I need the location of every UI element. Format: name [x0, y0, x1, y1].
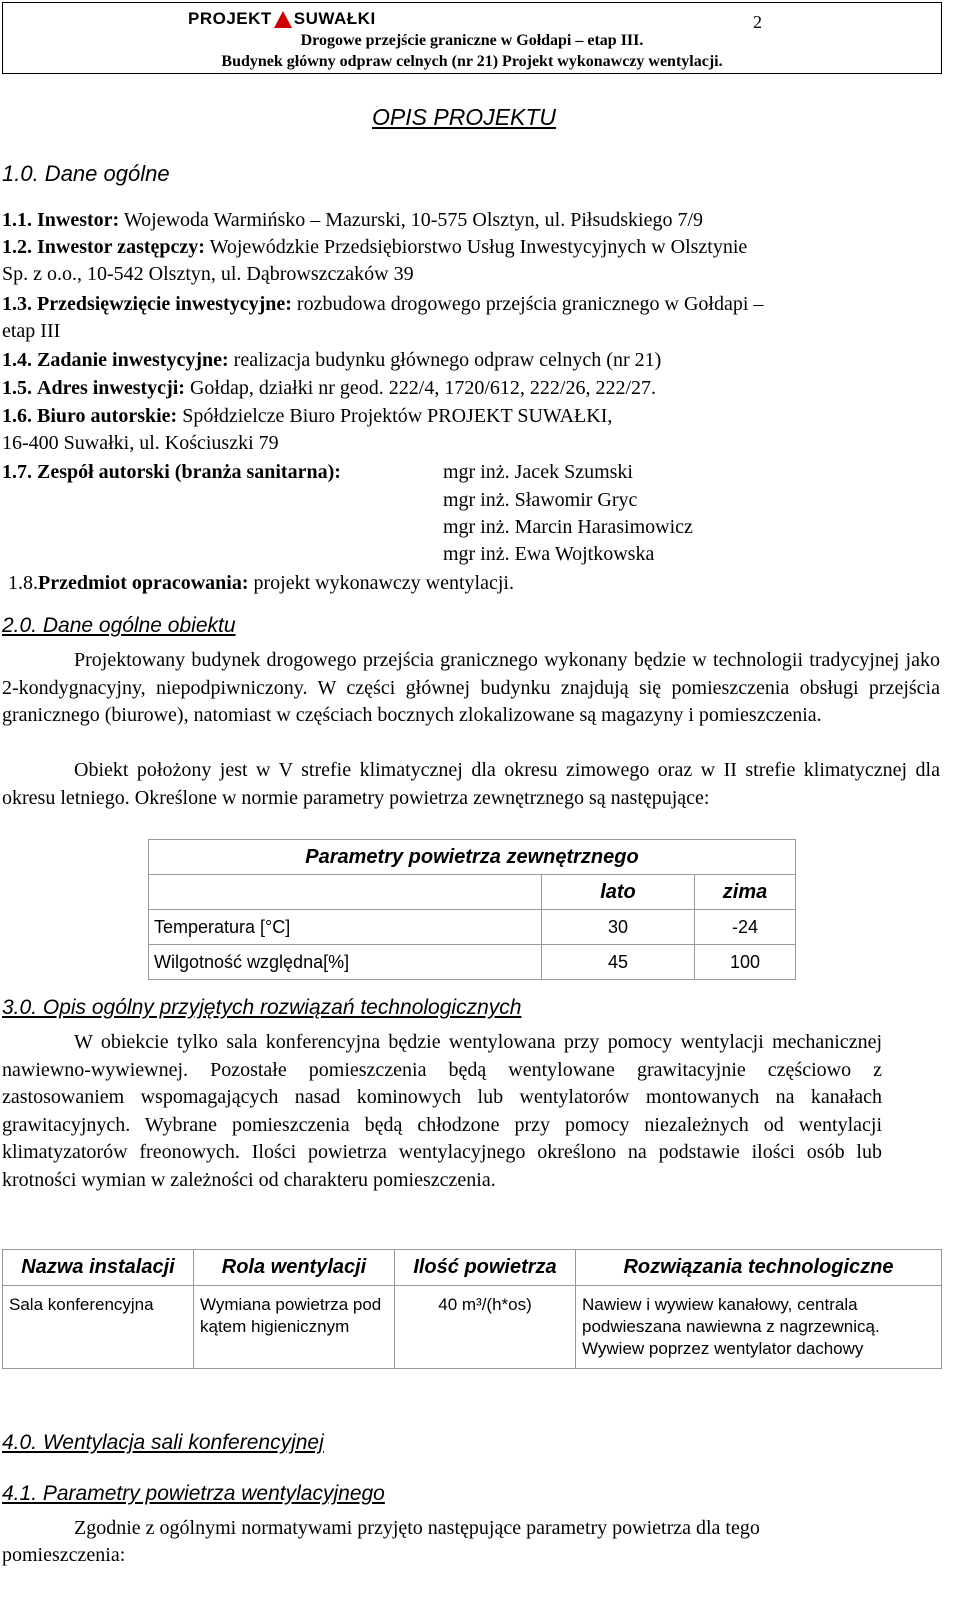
item-1-8: 1.8.Przedmiot opracowania: projekt wykonawczy wentylacji.	[8, 572, 514, 594]
column-header-summer: lato	[542, 875, 695, 910]
item-1-3-cont: etap III	[2, 320, 61, 342]
item-1-7: 1.7. Zespół autorski (branża sanitarna):	[2, 461, 341, 483]
section-3-heading: 3.0. Opis ogólny przyjętych rozwiązań technologicznych	[2, 996, 522, 1019]
team-member: mgr inż. Ewa Wojtkowska	[443, 543, 655, 565]
section-1-heading: 1.0. Dane ogólne	[2, 161, 170, 186]
item-1-6: 1.6. Biuro autorskie: Spółdzielcze Biuro Projektów PROJEKT SUWAŁKI,	[2, 405, 613, 427]
item-1-3: 1.3. Przedsięwzięcie inwestycyjne: rozbudowa drogowego przejścia granicznego w Gołdapi –	[2, 293, 764, 315]
logo-triangle-icon	[274, 11, 292, 28]
section-2-heading: 2.0. Dane ogólne obiektu	[2, 614, 236, 637]
summer-value: 30	[542, 910, 695, 945]
table-row	[149, 910, 796, 945]
item-1-6-cont: 16-400 Suwałki, ul. Kościuszki 79	[2, 432, 279, 454]
table-row	[3, 1286, 942, 1369]
column-header-winter: zima	[695, 875, 796, 910]
header-project-line: Drogowe przejście graniczne w Gołdapi – etap III.	[300, 32, 644, 49]
row-label: Wilgotność względna[%]	[149, 945, 542, 980]
table-row	[149, 945, 796, 980]
section-2-paragraph-1: Projektowany budynek drogowego przejścia granicznego wykonany będzie w technologii tradycyjnej jako 2-kondygnacyjny, niepodpiwniczony. W części głównej budynku znajdują się pomieszczenia obsługi przejścia granicznego (biurowe), natomiast w częściach bocznych zlokalizowane są magazyny i pomieszczenia.	[2, 649, 940, 727]
item-1-4: 1.4. Zadanie inwestycyjne: realizacja budynku głównego odpraw celnych (nr 21)	[2, 349, 662, 371]
item-1-5: 1.5. Adres inwestycji: Gołdap, działki nr geod. 222/4, 1720/612, 222/26, 222/27.	[2, 377, 657, 399]
outdoor-air-parameters-table	[148, 839, 796, 980]
air-amount: 40 m³/(h*os)	[395, 1286, 576, 1369]
logo-text-left: PROJEKT	[188, 9, 272, 28]
column-header: Rola wentylacji	[194, 1250, 395, 1286]
item-1-2-cont: Sp. z o.o., 10-542 Olsztyn, ul. Dąbrowszczaków 39	[2, 263, 414, 285]
team-member: mgr inż. Marcin Harasimowicz	[443, 516, 693, 538]
header-document-line: Budynek główny odpraw celnych (nr 21) Projekt wykonawczy wentylacji.	[221, 53, 723, 70]
company-logo	[188, 9, 376, 29]
item-1-2: 1.2. Inwestor zastępczy: Wojewódzkie Przedsiębiorstwo Usług Inwestycyjnych w Olsztynie	[2, 236, 748, 258]
section-3-paragraph: W obiekcie tylko sala konferencyjna będzie wentylowana przy pomocy wentylacji mechanicznej nawiewno-wywiewnej. Pozostałe pomieszczenia będą wentylowane grawitacyjnie częściowo z zastosowaniem wspomagających nasad kominowych lub wentylatorów montowanych na kanałach grawitacyjnych. Wybrane pomieszczenia będą chłodzone przy pomocy niezależnych od wentylacji klimatyzatorów freonowych. Ilości powietrza wentylacyjnego określono na podstawie ilości osób lub krotności wymian w zależności od charakteru pomieszczenia.	[2, 1031, 882, 1191]
team-member: mgr inż. Sławomir Gryc	[443, 489, 638, 511]
page-number: 2	[753, 12, 762, 32]
item-1-1: 1.1. Inwestor: Wojewoda Warmińsko – Mazurski, 10-575 Olsztyn, ul. Piłsudskiego 7/9	[2, 209, 703, 231]
section-4-paragraph-line-1: Zgodnie z ogólnymi normatywami przyjęto następujące parametry powietrza dla tego	[74, 1517, 760, 1539]
ventilation-table	[2, 1249, 942, 1369]
section-4-heading: 4.0. Wentylacja sali konferencyjnej	[2, 1431, 324, 1454]
table-title: Parametry powietrza zewnętrznego	[149, 840, 796, 875]
summer-value: 45	[542, 945, 695, 980]
winter-value: 100	[695, 945, 796, 980]
logo-text-right: SUWAŁKI	[293, 9, 376, 28]
section-4-paragraph-line-2: pomieszczenia:	[2, 1544, 126, 1566]
table-header-empty	[149, 875, 542, 910]
installation-name: Sala konferencyjna	[3, 1286, 194, 1369]
page-header	[2, 2, 942, 74]
column-header: Nazwa instalacji	[3, 1250, 194, 1286]
ventilation-role: Wymiana powietrza pod kątem higienicznym	[194, 1286, 395, 1369]
column-header: Ilość powietrza	[395, 1250, 576, 1286]
row-label: Temperatura [°C]	[149, 910, 542, 945]
document-title: OPIS PROJEKTU	[372, 104, 557, 130]
section-2-paragraph-2: Obiekt położony jest w V strefie klimatycznej dla okresu zimowego oraz w II strefie klimatycznej dla okresu letniego. Określone w normie parametry powietrza zewnętrznego są następujące:	[2, 759, 940, 809]
column-header: Rozwiązania technologiczne	[576, 1250, 942, 1286]
section-4-1-heading: 4.1. Parametry powietrza wentylacyjnego	[2, 1482, 385, 1505]
team-member: mgr inż. Jacek Szumski	[443, 461, 633, 483]
winter-value: -24	[695, 910, 796, 945]
technological-solution: Nawiew i wywiew kanałowy, centrala podwieszana nawiewna z nagrzewnicą. Wywiew poprzez wentylator dachowy	[576, 1286, 942, 1369]
